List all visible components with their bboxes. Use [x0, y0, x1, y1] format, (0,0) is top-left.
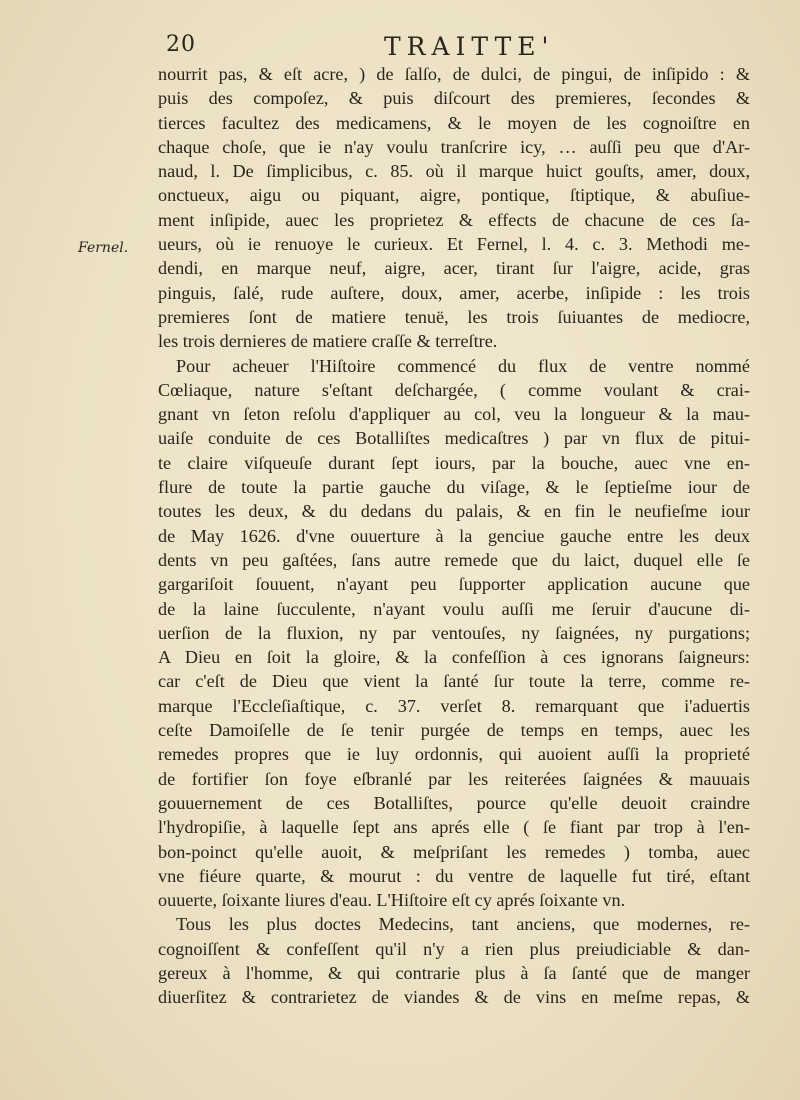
page-header — [0, 26, 800, 66]
text-line: ment inſipide, auec les proprietez & effects de chacune de ces ſa- — [158, 209, 750, 230]
text-line: dendi, en marque neuf, aigre, acer, tirant ſur l'aigre, acide, gras — [158, 258, 750, 279]
text-line: toutes les deux, & du dedans du palais, & en fin le neufieſme iour — [158, 501, 750, 522]
text-line: pinguis, ſalé, rude auſtere, doux, amer, acerbe, inſipide : les trois — [158, 282, 750, 303]
page-number: 20 — [166, 32, 196, 57]
text-line: de May 1626. d'vne ouuerture à la genciue gauche entre les deux — [158, 525, 750, 546]
text-line: naud, l. De ſimplicibus, c. 85. où il marque huict gouſts, amer, doux, — [158, 161, 750, 182]
text-line: premieres ſont de matiere tenuë, les trois ſuiuantes de mediocre, — [158, 306, 750, 327]
text-line: Pour acheuer l'Hiſtoire commencé du flux de ventre nommé — [176, 355, 750, 376]
text-line: de la laine ſucculente, n'ayant voulu auſſi me ſeruir d'aucune di- — [158, 598, 750, 619]
text-line: Cœliaque, nature s'eſtant deſchargée, ( comme voulant & crai- — [158, 379, 750, 400]
text-line: onctueux, aigu ou piquant, aigre, pontique, ſtiptique, & abuſiue- — [158, 185, 750, 206]
text-line: uaiſe conduite de ces Botalliſtes medicaſtres ) par vn flux de pitui- — [158, 428, 750, 449]
running-title: TRAITTE' — [384, 32, 555, 61]
text-line: car c'eſt de Dieu que vient la ſanté ſur toute la terre, comme re- — [158, 671, 750, 692]
text-line: remedes propres que ie luy ordonnis, qui auoient auſſi la proprieté — [158, 744, 750, 765]
text-line: ouuerte, ſoixante liures d'eau. L'Hiſtoire eſt cy aprés ſoixante vn. — [158, 890, 626, 911]
text-line: diuerſitez & contrarietez de viandes & de vins en meſme repas, & — [158, 987, 750, 1008]
text-line: tierces facultez des medicamens, & le moyen de les cognoiſtre en — [158, 112, 750, 133]
text-line: te claire viſqueuſe durant ſept iours, par la bouche, auec vne en- — [158, 452, 750, 473]
text-line: dents vn peu gaſtées, ſans autre remede que du laict, duquel elle ſe — [158, 549, 750, 570]
text-line: l'hydropiſie, à laquelle ſept ans aprés elle ( ſe fiant par trop à l'en- — [158, 817, 750, 838]
text-line: vne fiéure quarte, & mourut : du ventre de laquelle fut tiré, eſtant — [158, 865, 750, 886]
body-text — [158, 62, 750, 1010]
text-line: de fortifier ſon foye eſbranlé par les reiterées ſaignées & mauuais — [158, 768, 750, 789]
text-line: marque l'Eccleſiaſtique, c. 37. verſet 8. remarquant que i'aduertis — [158, 695, 750, 716]
text-line: gouuernement de ces Botalliſtes, pource qu'elle deuoit craindre — [158, 792, 750, 813]
text-line: flure de toute la partie gauche du viſage, & le ſeptieſme iour de — [158, 477, 750, 498]
text-line: A Dieu en ſoit la gloire, & la confeſſion à ces ignorans ſaigneurs: — [158, 647, 750, 668]
text-line: bon-poinct qu'elle auoit, & meſpriſant les remedes ) tomba, auec — [158, 841, 750, 862]
text-line: ueurs, où ie renuoye le curieux. Et Fernel, l. 4. c. 3. Methodi me- — [158, 234, 750, 255]
text-line: ceſte Damoiſelle de ſe tenir purgée de temps en temps, auec les — [158, 720, 750, 741]
text-line: gargariſoit ſouuent, n'ayant peu ſupporter application aucune que — [158, 574, 750, 595]
text-line: Tous les plus doctes Medecins, tant anciens, que modernes, re- — [176, 914, 750, 935]
text-line: chaque choſe, que ie n'ay voulu tranſcrire icy, … auſſi peu que d'Ar- — [158, 136, 750, 157]
margin-note: Fernel. — [78, 240, 129, 256]
text-line: nourrit pas, & eſt acre, ) de ſalſo, de dulci, de pingui, de inſipido : & — [158, 64, 750, 84]
text-line: gereux à l'homme, & qui contrarie plus à ſa ſanté que de manger — [158, 962, 750, 983]
text-line: puis des compoſez, & puis diſcourt des premieres, ſecondes & — [158, 88, 750, 109]
text-line: uerſion de la fluxion, ny par ventouſes, ny ſaignées, ny purgations; — [158, 622, 750, 643]
text-line: cognoiſſent & confeſſent qu'il n'y a rien plus preiudiciable & dan- — [158, 938, 750, 959]
text-line: gnant vn ſeton reſolu d'appliquer au col, veu la longueur & la mau- — [158, 404, 750, 425]
text-line: les trois dernieres de matiere craſſe & terreſtre. — [158, 331, 498, 352]
